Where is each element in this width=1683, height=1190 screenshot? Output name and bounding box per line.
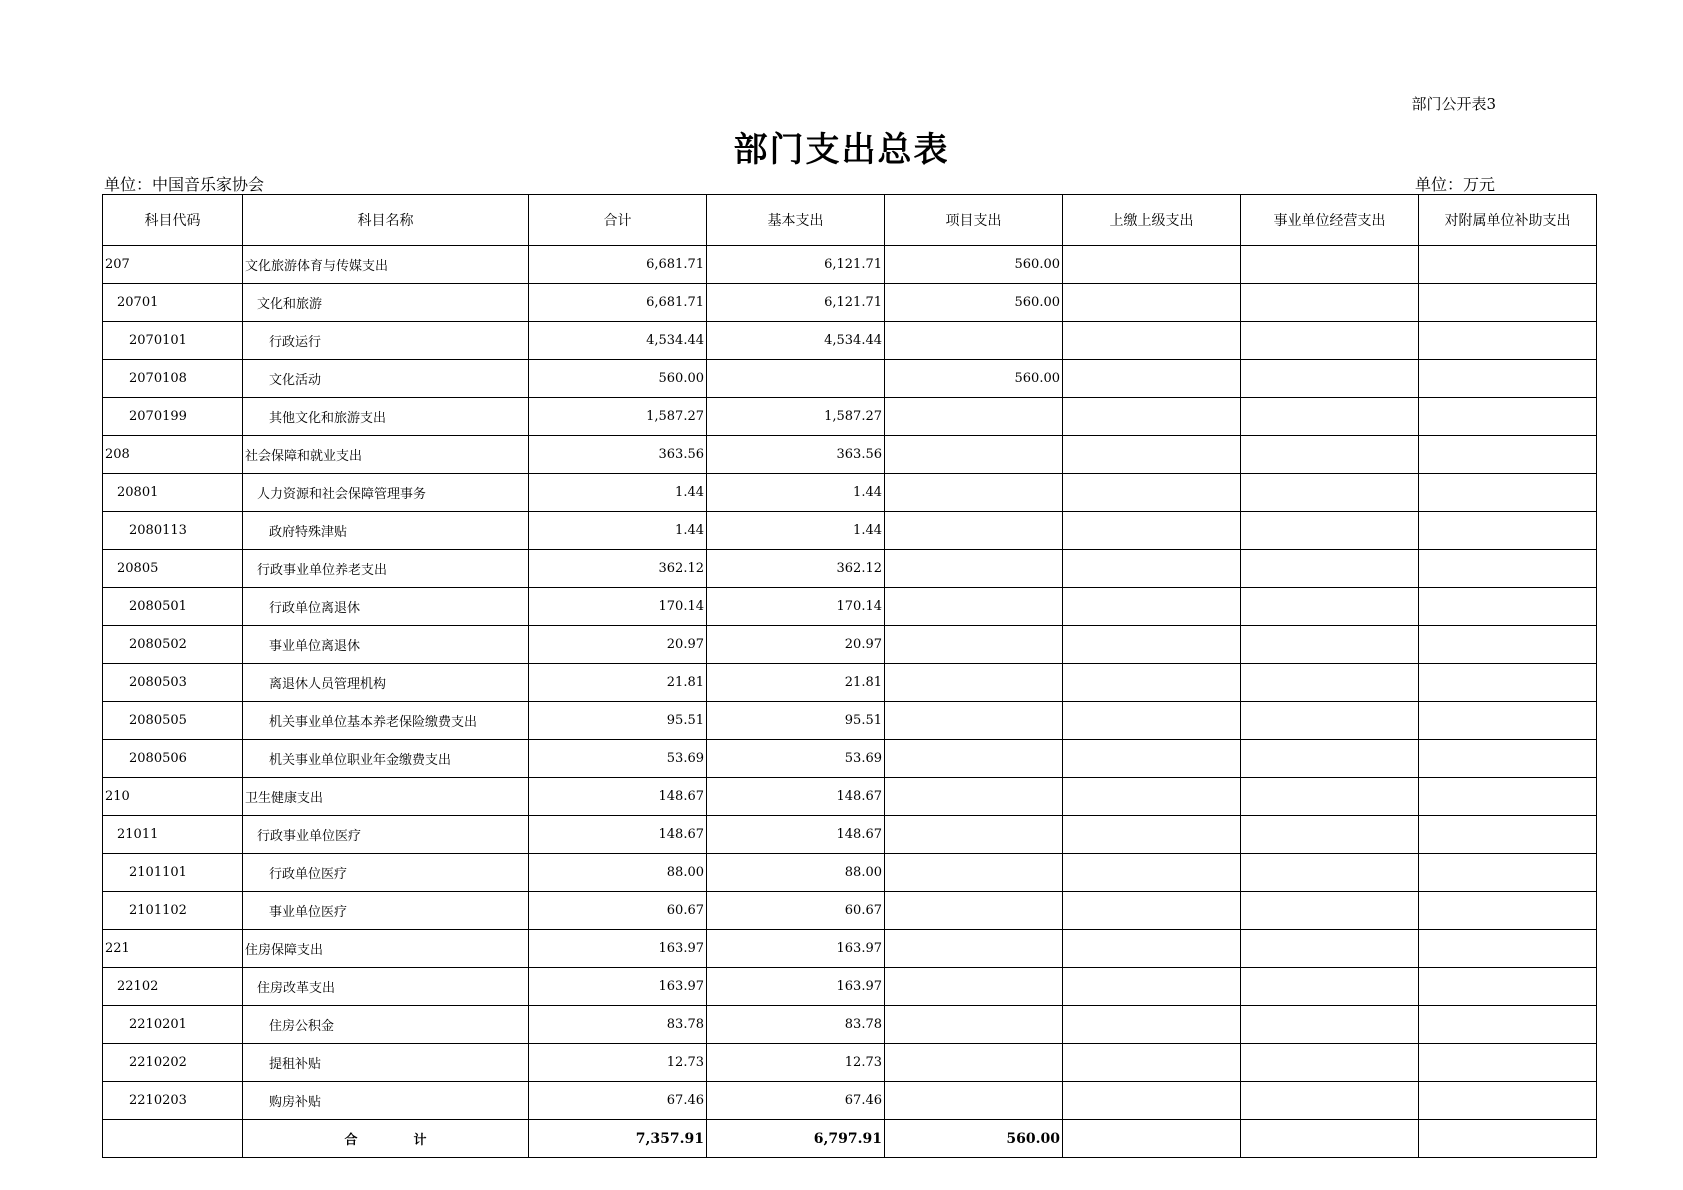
name-cell: 住房保障支出 xyxy=(243,930,529,968)
upper-cell xyxy=(1063,702,1241,740)
name-cell: 行政事业单位医疗 xyxy=(243,816,529,854)
upper-cell xyxy=(1063,1006,1241,1044)
upper-cell xyxy=(1063,398,1241,436)
name-cell: 事业单位医疗 xyxy=(243,892,529,930)
project-cell xyxy=(885,550,1063,588)
name-cell: 住房改革支出 xyxy=(243,968,529,1006)
name-cell: 社会保障和就业支出 xyxy=(243,436,529,474)
table-row xyxy=(103,740,1597,778)
code-cell: 208 xyxy=(103,436,243,474)
total-cell: 88.00 xyxy=(529,854,707,892)
business-cell xyxy=(1241,322,1419,360)
business-cell xyxy=(1241,246,1419,284)
name-cell: 行政单位离退休 xyxy=(243,588,529,626)
total-cell: 1.44 xyxy=(529,474,707,512)
subsidy-cell xyxy=(1419,1082,1597,1120)
total-sum-cell: 7,357.91 xyxy=(529,1120,707,1158)
total-code-cell xyxy=(103,1120,243,1158)
basic-cell: 1.44 xyxy=(707,512,885,550)
total-cell: 67.46 xyxy=(529,1082,707,1120)
subsidy-cell xyxy=(1419,816,1597,854)
upper-cell xyxy=(1063,740,1241,778)
column-header: 科目名称 xyxy=(243,195,529,246)
table-row xyxy=(103,1082,1597,1120)
business-cell xyxy=(1241,360,1419,398)
basic-cell: 21.81 xyxy=(707,664,885,702)
project-cell xyxy=(885,664,1063,702)
upper-cell xyxy=(1063,626,1241,664)
basic-cell: 362.12 xyxy=(707,550,885,588)
upper-cell xyxy=(1063,892,1241,930)
code-cell: 2080505 xyxy=(103,702,243,740)
name-cell: 行政运行 xyxy=(243,322,529,360)
upper-cell xyxy=(1063,778,1241,816)
project-cell xyxy=(885,702,1063,740)
name-cell: 机关事业单位基本养老保险缴费支出 xyxy=(243,702,529,740)
code-cell: 2070101 xyxy=(103,322,243,360)
basic-cell: 148.67 xyxy=(707,778,885,816)
table-row xyxy=(103,1044,1597,1082)
subsidy-cell xyxy=(1419,322,1597,360)
project-cell xyxy=(885,740,1063,778)
table-header-row xyxy=(103,195,1597,246)
column-header: 上缴上级支出 xyxy=(1063,195,1241,246)
total-cell: 148.67 xyxy=(529,778,707,816)
business-cell xyxy=(1241,930,1419,968)
column-header: 科目代码 xyxy=(103,195,243,246)
subsidy-cell xyxy=(1419,246,1597,284)
subsidy-cell xyxy=(1419,588,1597,626)
subsidy-cell xyxy=(1419,854,1597,892)
business-cell xyxy=(1241,1006,1419,1044)
total-cell: 363.56 xyxy=(529,436,707,474)
organization-label: 单位：中国音乐家协会 xyxy=(104,175,265,194)
total-cell: 6,681.71 xyxy=(529,246,707,284)
subsidy-cell xyxy=(1419,930,1597,968)
project-cell xyxy=(885,816,1063,854)
project-cell xyxy=(885,436,1063,474)
code-cell: 2080501 xyxy=(103,588,243,626)
code-cell: 2101102 xyxy=(103,892,243,930)
business-cell xyxy=(1241,284,1419,322)
upper-cell xyxy=(1063,816,1241,854)
code-cell: 207 xyxy=(103,246,243,284)
name-cell: 住房公积金 xyxy=(243,1006,529,1044)
subsidy-cell xyxy=(1419,360,1597,398)
subsidy-cell xyxy=(1419,740,1597,778)
name-cell: 文化旅游体育与传媒支出 xyxy=(243,246,529,284)
name-cell: 文化和旅游 xyxy=(243,284,529,322)
business-cell xyxy=(1241,474,1419,512)
business-cell xyxy=(1241,664,1419,702)
total-project-cell: 560.00 xyxy=(885,1120,1063,1158)
unit-label: 单位：万元 xyxy=(1414,175,1495,194)
business-cell xyxy=(1241,892,1419,930)
project-cell xyxy=(885,1006,1063,1044)
basic-cell: 12.73 xyxy=(707,1044,885,1082)
table-row xyxy=(103,436,1597,474)
table-row xyxy=(103,968,1597,1006)
name-cell: 政府特殊津贴 xyxy=(243,512,529,550)
total-label xyxy=(243,1120,529,1158)
basic-cell: 4,534.44 xyxy=(707,322,885,360)
code-cell: 2080502 xyxy=(103,626,243,664)
business-cell xyxy=(1241,702,1419,740)
subsidy-cell xyxy=(1419,1006,1597,1044)
table-row xyxy=(103,474,1597,512)
total-label-left: 合 xyxy=(344,1133,358,1148)
project-cell xyxy=(885,474,1063,512)
basic-cell: 163.97 xyxy=(707,968,885,1006)
total-cell: 163.97 xyxy=(529,930,707,968)
code-cell: 22102 xyxy=(103,968,243,1006)
name-cell: 文化活动 xyxy=(243,360,529,398)
total-cell: 560.00 xyxy=(529,360,707,398)
table-row xyxy=(103,246,1597,284)
project-cell xyxy=(885,322,1063,360)
basic-cell: 60.67 xyxy=(707,892,885,930)
business-cell xyxy=(1241,1044,1419,1082)
business-cell xyxy=(1241,398,1419,436)
table-row xyxy=(103,360,1597,398)
table-row xyxy=(103,702,1597,740)
subsidy-cell xyxy=(1419,968,1597,1006)
project-cell: 560.00 xyxy=(885,360,1063,398)
business-cell xyxy=(1241,854,1419,892)
project-cell xyxy=(885,512,1063,550)
name-cell: 行政事业单位养老支出 xyxy=(243,550,529,588)
total-cell: 20.97 xyxy=(529,626,707,664)
upper-cell xyxy=(1063,588,1241,626)
upper-cell xyxy=(1063,512,1241,550)
subsidy-cell xyxy=(1419,436,1597,474)
code-cell: 20701 xyxy=(103,284,243,322)
upper-cell xyxy=(1063,284,1241,322)
basic-cell: 1.44 xyxy=(707,474,885,512)
business-cell xyxy=(1241,968,1419,1006)
name-cell: 购房补贴 xyxy=(243,1082,529,1120)
expenditure-table xyxy=(102,194,1597,1158)
total-cell: 4,534.44 xyxy=(529,322,707,360)
table-row xyxy=(103,626,1597,664)
total-row xyxy=(103,1120,1597,1158)
total-cell: 362.12 xyxy=(529,550,707,588)
name-cell: 行政单位医疗 xyxy=(243,854,529,892)
total-cell: 83.78 xyxy=(529,1006,707,1044)
name-cell: 卫生健康支出 xyxy=(243,778,529,816)
project-cell xyxy=(885,626,1063,664)
basic-cell: 363.56 xyxy=(707,436,885,474)
code-cell: 2070199 xyxy=(103,398,243,436)
table-row xyxy=(103,816,1597,854)
project-cell: 560.00 xyxy=(885,246,1063,284)
business-cell xyxy=(1241,626,1419,664)
business-cell xyxy=(1241,1082,1419,1120)
basic-cell: 6,121.71 xyxy=(707,246,885,284)
page-title: 部门支出总表 xyxy=(733,130,950,170)
code-cell: 2101101 xyxy=(103,854,243,892)
total-cell: 148.67 xyxy=(529,816,707,854)
subsidy-cell xyxy=(1419,702,1597,740)
upper-cell xyxy=(1063,550,1241,588)
name-cell: 其他文化和旅游支出 xyxy=(243,398,529,436)
upper-cell xyxy=(1063,930,1241,968)
subsidy-cell xyxy=(1419,892,1597,930)
upper-cell xyxy=(1063,322,1241,360)
upper-cell xyxy=(1063,1082,1241,1120)
project-cell xyxy=(885,892,1063,930)
total-cell: 12.73 xyxy=(529,1044,707,1082)
business-cell xyxy=(1241,740,1419,778)
basic-cell: 67.46 xyxy=(707,1082,885,1120)
business-cell xyxy=(1241,436,1419,474)
table-row xyxy=(103,588,1597,626)
upper-cell xyxy=(1063,246,1241,284)
table-row xyxy=(103,322,1597,360)
subsidy-cell xyxy=(1419,626,1597,664)
code-cell: 210 xyxy=(103,778,243,816)
basic-cell: 20.97 xyxy=(707,626,885,664)
table-row xyxy=(103,930,1597,968)
upper-cell xyxy=(1063,436,1241,474)
column-header: 对附属单位补助支出 xyxy=(1419,195,1597,246)
code-cell: 2080506 xyxy=(103,740,243,778)
basic-cell: 6,121.71 xyxy=(707,284,885,322)
table-row xyxy=(103,1006,1597,1044)
upper-cell xyxy=(1063,360,1241,398)
basic-cell: 163.97 xyxy=(707,930,885,968)
upper-cell xyxy=(1063,664,1241,702)
total-cell: 1.44 xyxy=(529,512,707,550)
total-cell: 60.67 xyxy=(529,892,707,930)
code-cell: 2080503 xyxy=(103,664,243,702)
subsidy-cell xyxy=(1419,284,1597,322)
name-cell: 离退休人员管理机构 xyxy=(243,664,529,702)
basic-cell xyxy=(707,360,885,398)
code-cell: 2080113 xyxy=(103,512,243,550)
basic-cell: 170.14 xyxy=(707,588,885,626)
total-cell: 53.69 xyxy=(529,740,707,778)
total-basic-cell: 6,797.91 xyxy=(707,1120,885,1158)
column-header: 合计 xyxy=(529,195,707,246)
total-upper-cell xyxy=(1063,1120,1241,1158)
code-cell: 20805 xyxy=(103,550,243,588)
subsidy-cell xyxy=(1419,512,1597,550)
subsidy-cell xyxy=(1419,398,1597,436)
table-row xyxy=(103,550,1597,588)
total-subsidy-cell xyxy=(1419,1120,1597,1158)
table-number: 部门公开表3 xyxy=(1411,95,1496,113)
project-cell xyxy=(885,1082,1063,1120)
column-header: 项目支出 xyxy=(885,195,1063,246)
table-body xyxy=(103,246,1597,1120)
upper-cell xyxy=(1063,1044,1241,1082)
basic-cell: 88.00 xyxy=(707,854,885,892)
basic-cell: 83.78 xyxy=(707,1006,885,1044)
code-cell: 2210203 xyxy=(103,1082,243,1120)
basic-cell: 148.67 xyxy=(707,816,885,854)
table-row xyxy=(103,892,1597,930)
project-cell xyxy=(885,588,1063,626)
project-cell xyxy=(885,854,1063,892)
upper-cell xyxy=(1063,854,1241,892)
code-cell: 2070108 xyxy=(103,360,243,398)
table-row xyxy=(103,778,1597,816)
name-cell: 机关事业单位职业年金缴费支出 xyxy=(243,740,529,778)
subsidy-cell xyxy=(1419,1044,1597,1082)
table-row xyxy=(103,398,1597,436)
total-business-cell xyxy=(1241,1120,1419,1158)
name-cell: 事业单位离退休 xyxy=(243,626,529,664)
table-row xyxy=(103,664,1597,702)
table-row xyxy=(103,854,1597,892)
table-row xyxy=(103,512,1597,550)
code-cell: 2210201 xyxy=(103,1006,243,1044)
subsidy-cell xyxy=(1419,778,1597,816)
project-cell xyxy=(885,1044,1063,1082)
column-header: 基本支出 xyxy=(707,195,885,246)
basic-cell: 1,587.27 xyxy=(707,398,885,436)
business-cell xyxy=(1241,588,1419,626)
name-cell: 人力资源和社会保障管理事务 xyxy=(243,474,529,512)
business-cell xyxy=(1241,550,1419,588)
business-cell xyxy=(1241,778,1419,816)
total-cell: 170.14 xyxy=(529,588,707,626)
total-cell: 163.97 xyxy=(529,968,707,1006)
upper-cell xyxy=(1063,968,1241,1006)
business-cell xyxy=(1241,816,1419,854)
project-cell xyxy=(885,398,1063,436)
total-cell: 21.81 xyxy=(529,664,707,702)
business-cell xyxy=(1241,512,1419,550)
code-cell: 21011 xyxy=(103,816,243,854)
total-label-right: 计 xyxy=(413,1133,427,1148)
name-cell: 提租补贴 xyxy=(243,1044,529,1082)
column-header: 事业单位经营支出 xyxy=(1241,195,1419,246)
project-cell: 560.00 xyxy=(885,284,1063,322)
table-row xyxy=(103,284,1597,322)
project-cell xyxy=(885,930,1063,968)
code-cell: 221 xyxy=(103,930,243,968)
subsidy-cell xyxy=(1419,474,1597,512)
upper-cell xyxy=(1063,474,1241,512)
project-cell xyxy=(885,778,1063,816)
project-cell xyxy=(885,968,1063,1006)
subsidy-cell xyxy=(1419,664,1597,702)
code-cell: 2210202 xyxy=(103,1044,243,1082)
total-cell: 1,587.27 xyxy=(529,398,707,436)
subsidy-cell xyxy=(1419,550,1597,588)
total-cell: 6,681.71 xyxy=(529,284,707,322)
code-cell: 20801 xyxy=(103,474,243,512)
basic-cell: 53.69 xyxy=(707,740,885,778)
basic-cell: 95.51 xyxy=(707,702,885,740)
total-cell: 95.51 xyxy=(529,702,707,740)
